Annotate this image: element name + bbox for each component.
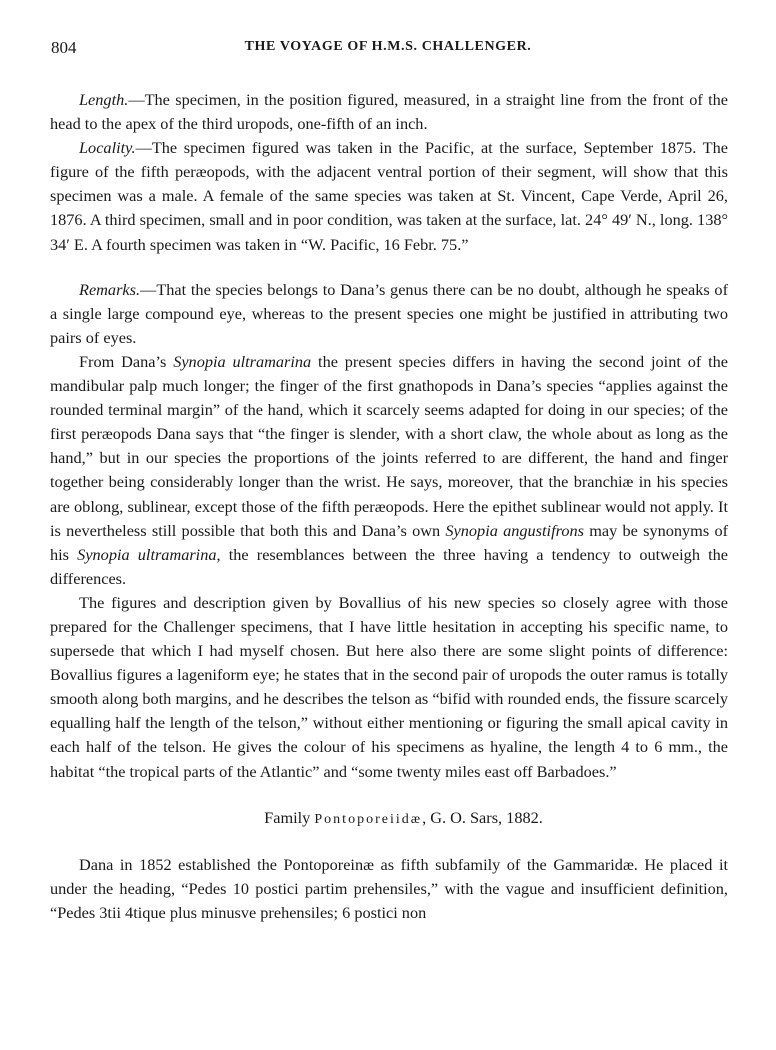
- family-prefix: Family: [264, 807, 315, 827]
- running-title: THE VOYAGE OF H.M.S. CHALLENGER.: [244, 39, 532, 54]
- body-text: [50, 88, 728, 925]
- section-gap: [50, 784, 728, 806]
- family-suffix: , G. O. Sars, 1882.: [422, 807, 543, 827]
- dana-text-4: , the resemblances between the three having a tendency to outweigh the differences.: [50, 544, 729, 588]
- dana-species-3: Synopia ultramarina: [77, 544, 217, 564]
- bovallius-paragraph: The figures and description given by Bovallius of his new species so closely agree with those prepared for the Challenger specimens, that I have little hesitation in accepting his specific name, to supersede that which I had myself chosen. But here also there are some slight points of difference: Bovallius figures a lageniform eye; he states that in the second pair of uropods the outer ramus is totally smooth along both margins, and he describes the telson as “bifid with rounded ends, the fissure scarcely equalling half the length of the telson,” without either mentioning or figuring the small apical cavity in each half of the telson. He gives the colour of his specimens as hyaline, the length 4 to 6 mm., the habitat “the tropical parts of the Atlantic” and “some twenty miles east off Barbadoes.”: [50, 592, 728, 781]
- dana-text-2: the present species differs in having the second joint of the mandibular palp much longer; the finger of the first gnathopods in Dana’s species “applies against the rounded terminal margin” of the hand, which it scarcely seems adapted for doing in our species; of the first peræopods Dana says that “the finger is slender, with a short claw, the whole about as long as the hand,” but in our species the proportions of the joints referred to are different, the hand and finger together being considerably longer than the wrist. He says, moreover, that the branchiæ in his species are oblong, sublinear, except those of the fifth peræopods. Here the epithet sublinear would not apply. It is nevertheless still possible that both this and Dana’s own: [50, 351, 728, 540]
- section-gap: [50, 832, 728, 853]
- section-gap: [50, 257, 728, 278]
- remarks-paragraph: [50, 278, 728, 350]
- family-heading: [50, 806, 728, 832]
- family-paragraph: Dana in 1852 established the Pontoporeinæ as fifth subfamily of the Gammaridæ. He placed it under the heading, “Pedes 10 postici partim prehensiles,” with the vague and insufficient definition, “Pedes 3tii 4tique plus minusve prehensiles; 6 postici non: [50, 854, 728, 922]
- page-header: [51, 38, 725, 64]
- dana-text-1: From Dana’s: [79, 351, 174, 371]
- length-label: Length.: [79, 90, 129, 109]
- dana-paragraph: [50, 350, 728, 591]
- length-text: —The specimen, in the position figured, measured, in a straight line from the front of the head to the apex of the third uropods, one-fifth of an inch.: [50, 90, 728, 134]
- page-number: 804: [51, 38, 77, 57]
- family-name: Pontoporeiidæ: [314, 811, 423, 827]
- length-paragraph: [50, 88, 728, 136]
- dana-text-3: may be synonyms of his: [50, 520, 729, 564]
- dana-species-2: Synopia angustifrons: [445, 520, 584, 540]
- remarks-label: Remarks.: [79, 279, 141, 299]
- dana-species-1: Synopia ultramarina: [173, 351, 312, 371]
- locality-text: —The specimen figured was taken in the Pacific, at the surface, September 1875. The figure of the fifth peræopods, with the adjacent ventral portion of their segment, will show that this specimen was a male. A female of the same species was taken at St. Vincent, Cape Verde, April 26, 1876. A third specimen, small and in poor condition, was taken at the surface, lat. 24° 49′ N., long. 138° 34′ E. A fourth specimen was taken in “W. Pacific, 16 Febr. 75.”: [50, 138, 728, 254]
- locality-paragraph: [50, 136, 728, 256]
- remarks-text: —That the species belongs to Dana’s genus there can be no doubt, although he speaks of a single large compound eye, whereas to the present species one might be justified in attributing two pairs of eyes.: [50, 279, 728, 347]
- locality-label: Locality.: [79, 138, 136, 158]
